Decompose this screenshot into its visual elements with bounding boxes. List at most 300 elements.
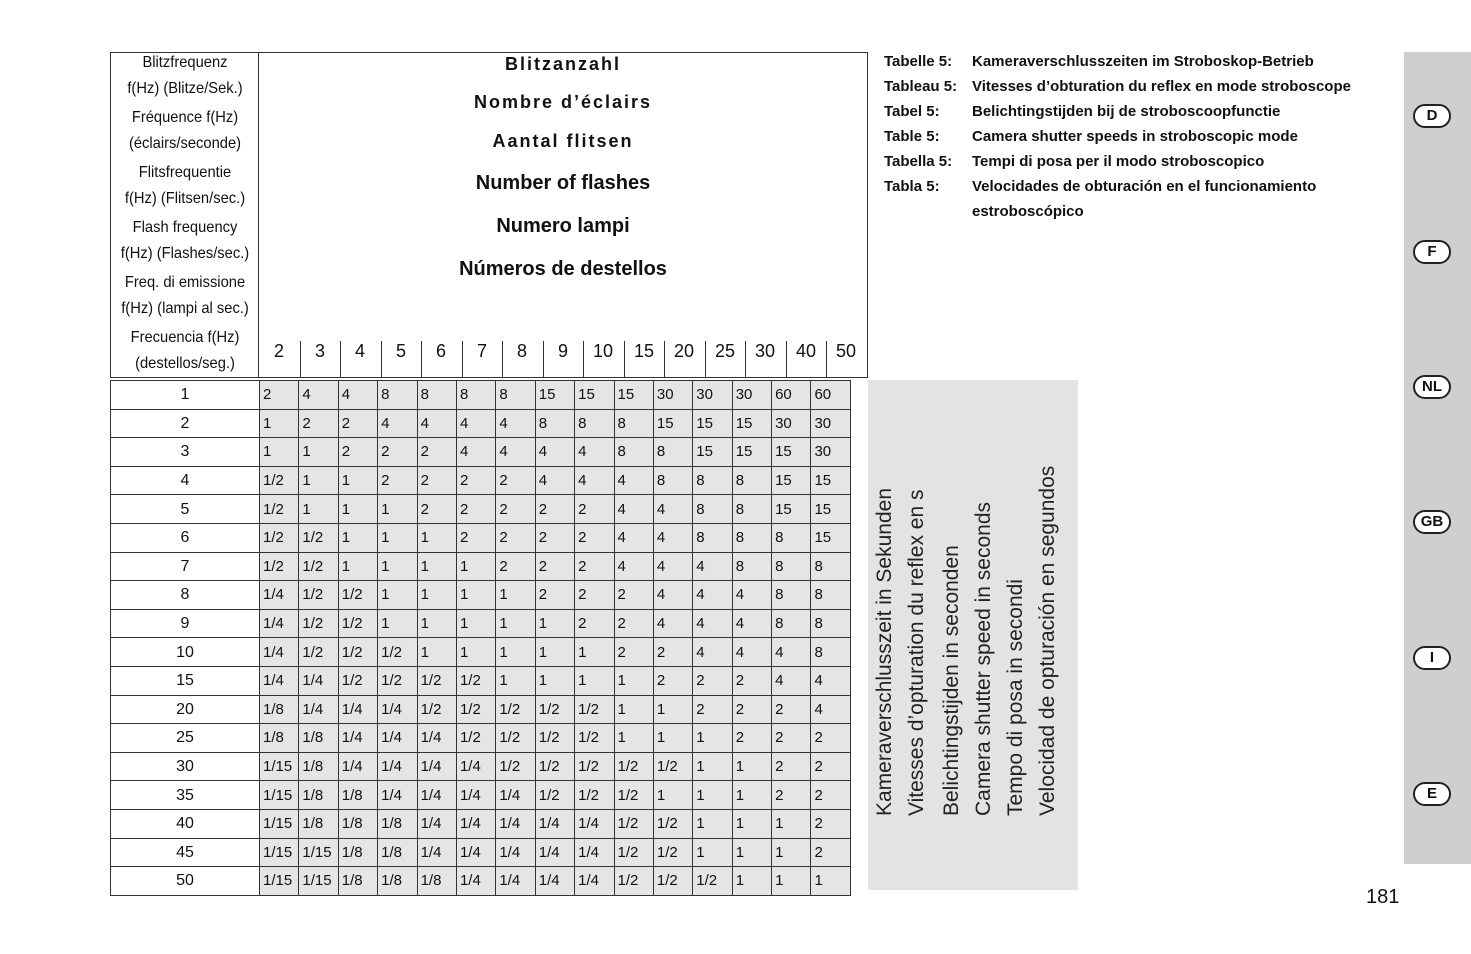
frequency-cell: 5 xyxy=(111,495,260,524)
frequency-cell: 1 xyxy=(111,381,260,410)
shutter-speed-cell: 15 xyxy=(653,409,692,438)
freq-label-es-2: (destellos/seg.) xyxy=(135,355,235,372)
shutter-speed-cell: 1 xyxy=(614,724,653,753)
shutter-speed-cell: 1 xyxy=(732,781,771,810)
table-row xyxy=(111,838,851,867)
shutter-speed-cell: 2 xyxy=(299,409,338,438)
shutter-speed-cell: 2 xyxy=(693,695,732,724)
shutter-speed-cell: 1/8 xyxy=(299,724,338,753)
shutter-speed-cell: 8 xyxy=(811,609,850,638)
shutter-speed-cell: 4 xyxy=(653,581,692,610)
flash-count-header-cell: 50 xyxy=(835,341,857,361)
shutter-speed-cell: 4 xyxy=(614,523,653,552)
shutter-speed-cell: 1/4 xyxy=(417,838,456,867)
shutter-speed-cell: 4 xyxy=(693,638,732,667)
shutter-speed-cell: 4 xyxy=(614,552,653,581)
freq-label-de-2: f(Hz) (Blitze/Sek.) xyxy=(127,80,243,97)
shutter-speed-cell: 1 xyxy=(417,552,456,581)
caption-text-it: Tempi di posa per il modo stroboscopico xyxy=(972,153,1265,170)
shutter-speed-cell: 1 xyxy=(378,523,417,552)
shutter-speed-cell: 1/2 xyxy=(338,581,377,610)
shutter-speed-cell: 1/4 xyxy=(535,809,574,838)
language-tab-f[interactable]: F xyxy=(1413,240,1451,264)
shutter-speed-cell: 1/2 xyxy=(299,609,338,638)
shutter-speed-cell: 8 xyxy=(732,552,771,581)
shutter-speed-cell: 1 xyxy=(653,781,692,810)
shutter-speed-cell: 4 xyxy=(772,666,811,695)
shutter-speed-cell: 2 xyxy=(575,552,614,581)
table-row xyxy=(111,438,851,467)
shutter-speed-cell: 1 xyxy=(614,695,653,724)
shutter-speed-cell: 2 xyxy=(535,581,574,610)
shutter-speed-cell: 1/8 xyxy=(378,867,417,896)
shutter-speed-cell: 1/2 xyxy=(260,523,299,552)
shutter-speed-cell: 1 xyxy=(496,609,535,638)
caption-key-gb: Table 5: xyxy=(884,128,940,145)
shutter-speed-cell: 1/4 xyxy=(535,867,574,896)
shutter-speed-cell: 1/4 xyxy=(260,609,299,638)
shutter-speed-cell: 4 xyxy=(299,381,338,410)
language-tab-nl[interactable]: NL xyxy=(1413,375,1451,399)
frequency-cell: 10 xyxy=(111,638,260,667)
shutter-speed-cell: 1 xyxy=(653,695,692,724)
shutter-speed-cell: 8 xyxy=(732,495,771,524)
table-row xyxy=(111,666,851,695)
shutter-speed-cell: 2 xyxy=(456,495,495,524)
flash-count-header xyxy=(259,53,867,377)
page-number: 181 xyxy=(1366,886,1400,908)
caption-text-gb: Camera shutter speeds in stroboscopic mode xyxy=(972,128,1298,145)
shutter-speed-cell: 2 xyxy=(811,809,850,838)
table-row xyxy=(111,381,851,410)
shutter-speed-cell: 2 xyxy=(811,838,850,867)
shutter-speed-cell: 2 xyxy=(653,666,692,695)
language-tab-e[interactable]: E xyxy=(1413,782,1451,806)
shutter-speed-cell: 1/8 xyxy=(260,695,299,724)
language-tab-i[interactable]: I xyxy=(1413,646,1451,670)
shutter-speed-cell: 8 xyxy=(772,523,811,552)
shutter-speed-cell: 1 xyxy=(496,666,535,695)
flash-count-title-nl: Aantal flitsen xyxy=(492,131,634,151)
frequency-cell: 2 xyxy=(111,409,260,438)
flash-count-header-cell: 9 xyxy=(557,341,568,361)
shutter-speed-cell: 15 xyxy=(693,409,732,438)
language-tab-gb[interactable]: GB xyxy=(1413,510,1451,534)
shutter-speed-cell: 8 xyxy=(732,466,771,495)
shutter-speed-cell: 1 xyxy=(732,867,771,896)
shutter-speed-cell: 1 xyxy=(772,809,811,838)
shutter-speed-cell: 1/4 xyxy=(378,724,417,753)
shutter-speed-cell: 1/15 xyxy=(260,752,299,781)
shutter-speed-cell: 30 xyxy=(811,409,850,438)
shutter-speed-cell: 30 xyxy=(693,381,732,410)
shutter-speed-cell: 1/2 xyxy=(535,752,574,781)
flash-count-title-fr: Nombre d’éclairs xyxy=(473,92,653,112)
shutter-speed-cell: 1 xyxy=(338,523,377,552)
shutter-speed-cell: 2 xyxy=(496,523,535,552)
shutter-speed-cell: 1 xyxy=(535,609,574,638)
vertical-caption-fr: Vitesses d’opturation du reflex en s xyxy=(905,489,928,816)
caption-text-de: Kameraverschlusszeiten im Stroboskop-Betrieb xyxy=(972,53,1314,70)
shutter-speed-cell: 1 xyxy=(772,838,811,867)
shutter-speed-cell: 1/4 xyxy=(575,809,614,838)
shutter-speed-cell: 1/8 xyxy=(338,838,377,867)
frequency-header xyxy=(111,53,259,377)
shutter-speed-cell: 2 xyxy=(535,552,574,581)
shutter-speed-cell: 1 xyxy=(693,752,732,781)
table-row xyxy=(111,638,851,667)
shutter-speed-cell: 15 xyxy=(772,438,811,467)
shutter-speed-cell: 1/2 xyxy=(417,695,456,724)
shutter-speed-cell: 30 xyxy=(732,381,771,410)
shutter-speed-cell: 1/8 xyxy=(299,809,338,838)
caption-key-it: Tabella 5: xyxy=(884,153,953,170)
frequency-cell: 35 xyxy=(111,781,260,810)
shutter-speed-cell: 1/4 xyxy=(338,724,377,753)
shutter-speed-cell: 1 xyxy=(260,438,299,467)
shutter-speed-cell: 1/8 xyxy=(338,809,377,838)
shutter-speed-cell: 4 xyxy=(653,523,692,552)
table-row xyxy=(111,752,851,781)
shutter-speed-cell: 2 xyxy=(772,781,811,810)
shutter-speed-cell: 4 xyxy=(575,438,614,467)
shutter-speed-cell: 4 xyxy=(535,438,574,467)
shutter-speed-cell: 8 xyxy=(456,381,495,410)
shutter-speed-cell: 1/8 xyxy=(299,752,338,781)
shutter-speed-cell: 8 xyxy=(614,409,653,438)
shutter-speed-cell: 1 xyxy=(299,466,338,495)
freq-label-gb-2: f(Hz) (Flashes/sec.) xyxy=(120,245,250,262)
caption-key-fr: Tableau 5: xyxy=(884,78,958,95)
shutter-speed-cell: 8 xyxy=(772,609,811,638)
table-row xyxy=(111,809,851,838)
shutter-speed-cell: 1/2 xyxy=(338,638,377,667)
shutter-speed-cell: 1 xyxy=(496,581,535,610)
shutter-speed-cell: 2 xyxy=(338,409,377,438)
shutter-speed-cell: 1/2 xyxy=(575,724,614,753)
frequency-cell: 8 xyxy=(111,581,260,610)
shutter-speed-cell: 1/4 xyxy=(456,781,495,810)
shutter-speed-cell: 1 xyxy=(378,609,417,638)
shutter-speed-cell: 30 xyxy=(653,381,692,410)
shutter-speed-cell: 4 xyxy=(811,666,850,695)
shutter-speed-cell: 2 xyxy=(732,724,771,753)
shutter-speed-cell: 4 xyxy=(653,552,692,581)
shutter-speed-cell: 1/2 xyxy=(338,666,377,695)
shutter-speed-cell: 1 xyxy=(299,438,338,467)
shutter-speed-cell: 1/8 xyxy=(299,781,338,810)
shutter-speed-cell: 2 xyxy=(417,438,456,467)
shutter-speed-cell: 1/2 xyxy=(299,523,338,552)
shutter-speed-cell: 1/2 xyxy=(575,781,614,810)
shutter-speed-cell: 1/4 xyxy=(456,838,495,867)
shutter-speed-cell: 1 xyxy=(575,666,614,695)
shutter-speed-cell: 1/2 xyxy=(378,666,417,695)
shutter-speed-cell: 1/15 xyxy=(299,867,338,896)
language-tab-strip xyxy=(1404,52,1471,864)
shutter-speed-cell: 1/8 xyxy=(378,809,417,838)
table-row xyxy=(111,867,851,896)
shutter-speed-cell: 4 xyxy=(693,609,732,638)
table-row xyxy=(111,466,851,495)
freq-label-fr-2: (éclairs/seconde) xyxy=(128,135,242,152)
shutter-speed-cell: 2 xyxy=(693,666,732,695)
shutter-speed-cell: 2 xyxy=(378,438,417,467)
shutter-speed-cell: 1/4 xyxy=(496,781,535,810)
frequency-cell: 4 xyxy=(111,466,260,495)
frequency-cell: 6 xyxy=(111,523,260,552)
shutter-speed-cell: 8 xyxy=(378,381,417,410)
shutter-speed-cell: 4 xyxy=(614,466,653,495)
shutter-speed-cell: 1 xyxy=(260,409,299,438)
caption-text-es-cont: estroboscópico xyxy=(972,203,1084,220)
shutter-speed-cell: 4 xyxy=(575,466,614,495)
shutter-speed-cell: 30 xyxy=(772,409,811,438)
shutter-speed-cell: 1/4 xyxy=(496,809,535,838)
table-row xyxy=(111,552,851,581)
shutter-speed-cell: 4 xyxy=(456,438,495,467)
caption-text-es: Velocidades de obturación en el funcionamiento xyxy=(972,178,1317,195)
shutter-speed-cell: 1/8 xyxy=(260,724,299,753)
freq-label-nl-1: Flitsfrequentie xyxy=(138,164,232,181)
shutter-speed-cell: 1 xyxy=(299,495,338,524)
shutter-speed-cell: 4 xyxy=(417,409,456,438)
shutter-speed-cell: 2 xyxy=(496,552,535,581)
caption-key-es: Tabla 5: xyxy=(884,178,940,195)
frequency-cell: 15 xyxy=(111,666,260,695)
flash-count-title-gb: Number of flashes xyxy=(475,172,651,194)
shutter-speed-cell: 1/2 xyxy=(456,666,495,695)
table-row xyxy=(111,695,851,724)
flash-count-header-cell: 15 xyxy=(633,341,655,361)
shutter-speed-cell: 2 xyxy=(496,466,535,495)
frequency-cell: 45 xyxy=(111,838,260,867)
shutter-speed-cell: 1/15 xyxy=(299,838,338,867)
frequency-cell: 9 xyxy=(111,609,260,638)
shutter-speed-cell: 1/4 xyxy=(417,781,456,810)
shutter-speed-cell: 60 xyxy=(811,381,850,410)
shutter-speed-cell: 15 xyxy=(732,409,771,438)
shutter-speed-cell: 2 xyxy=(338,438,377,467)
shutter-speed-cell: 1/4 xyxy=(535,838,574,867)
shutter-speed-cell: 1/15 xyxy=(260,838,299,867)
shutter-speed-cell: 2 xyxy=(417,466,456,495)
shutter-speed-cell: 1/2 xyxy=(614,867,653,896)
shutter-speed-cell: 1/2 xyxy=(535,724,574,753)
shutter-speed-cell: 1/4 xyxy=(575,838,614,867)
flash-count-title-it: Numero lampi xyxy=(496,215,630,237)
shutter-speed-cell: 1/2 xyxy=(299,581,338,610)
shutter-speed-cell: 1/2 xyxy=(260,466,299,495)
flash-count-header-cell: 3 xyxy=(314,341,325,361)
shutter-speed-cell: 1/4 xyxy=(575,867,614,896)
shutter-speed-cell: 2 xyxy=(575,609,614,638)
shutter-speed-cell: 1/2 xyxy=(496,752,535,781)
table-row xyxy=(111,609,851,638)
caption-key-de: Tabelle 5: xyxy=(884,53,953,70)
vertical-caption-de: Kameraverschlusszeit in Sekunden xyxy=(873,487,896,816)
shutter-speed-cell: 8 xyxy=(693,466,732,495)
shutter-speed-cell: 2 xyxy=(772,752,811,781)
shutter-speed-cell: 8 xyxy=(693,495,732,524)
caption-text-nl: Belichtingstijden bij de stroboscoopfunctie xyxy=(972,103,1281,120)
shutter-speed-cell: 2 xyxy=(614,638,653,667)
flash-count-title-es: Números de destellos xyxy=(459,258,667,280)
shutter-speed-cell: 1/4 xyxy=(417,752,456,781)
shutter-speed-cell: 1/2 xyxy=(299,552,338,581)
shutter-speed-cell: 1/4 xyxy=(378,752,417,781)
shutter-speed-cell: 1 xyxy=(535,638,574,667)
freq-label-de-1: Blitzfrequenz xyxy=(142,54,228,71)
shutter-speed-cell: 1/2 xyxy=(614,838,653,867)
vertical-caption-it: Tempo di posa in secondi xyxy=(1004,579,1027,816)
flash-count-header-cell: 40 xyxy=(795,341,817,361)
shutter-speed-cell: 4 xyxy=(378,409,417,438)
shutter-speed-cell: 1/2 xyxy=(614,752,653,781)
shutter-speed-cell: 15 xyxy=(693,438,732,467)
flash-count-header-cell: 2 xyxy=(273,341,284,361)
shutter-speed-cell: 1/4 xyxy=(456,809,495,838)
flash-count-header-cell: 10 xyxy=(592,341,614,361)
shutter-speed-cell: 4 xyxy=(338,381,377,410)
shutter-speed-cell: 2 xyxy=(772,695,811,724)
shutter-speed-cell: 1 xyxy=(456,609,495,638)
shutter-speed-cell: 15 xyxy=(732,438,771,467)
frequency-cell: 25 xyxy=(111,724,260,753)
shutter-speed-cell: 2 xyxy=(772,724,811,753)
shutter-speed-cell: 4 xyxy=(693,581,732,610)
shutter-speed-cell: 1 xyxy=(496,638,535,667)
shutter-speed-cell: 1/2 xyxy=(496,724,535,753)
shutter-speed-cell: 1/4 xyxy=(456,752,495,781)
shutter-speed-cell: 1/15 xyxy=(260,809,299,838)
freq-label-fr-1: Fréquence f(Hz) xyxy=(131,109,239,126)
shutter-speed-cell: 1/4 xyxy=(417,809,456,838)
freq-label-it-2: f(Hz) (lampi al sec.) xyxy=(121,300,249,317)
shutter-speed-cell: 1/4 xyxy=(378,695,417,724)
shutter-speed-table xyxy=(110,380,851,896)
shutter-speed-cell: 1 xyxy=(614,666,653,695)
shutter-speed-cell: 8 xyxy=(732,523,771,552)
flash-count-header-cell: 8 xyxy=(516,341,527,361)
shutter-speed-cell: 1/4 xyxy=(260,638,299,667)
shutter-speed-cell: 1/2 xyxy=(653,809,692,838)
shutter-speed-cell: 1/2 xyxy=(417,666,456,695)
shutter-speed-cell: 1 xyxy=(732,838,771,867)
shutter-speed-cell: 2 xyxy=(378,466,417,495)
shutter-speed-cell: 1/2 xyxy=(653,752,692,781)
table-row xyxy=(111,495,851,524)
flash-count-header-cell: 6 xyxy=(435,341,446,361)
shutter-speed-cell: 8 xyxy=(575,409,614,438)
shutter-speed-cell: 1/2 xyxy=(338,609,377,638)
freq-label-gb-1: Flash frequency xyxy=(132,219,238,236)
shutter-speed-cell: 2 xyxy=(575,495,614,524)
shutter-speed-cell: 1/4 xyxy=(338,695,377,724)
shutter-speed-cell: 2 xyxy=(811,752,850,781)
shutter-speed-cell: 1/4 xyxy=(496,838,535,867)
flash-count-header-cell: 5 xyxy=(395,341,406,361)
shutter-speed-cell: 4 xyxy=(496,438,535,467)
shutter-speed-cell: 1/2 xyxy=(260,552,299,581)
table-row xyxy=(111,409,851,438)
shutter-speed-cell: 1 xyxy=(417,638,456,667)
shutter-speed-cell: 1 xyxy=(338,495,377,524)
shutter-speed-cell: 2 xyxy=(575,523,614,552)
shutter-speed-cell: 1/4 xyxy=(338,752,377,781)
caption-text-fr: Vitesses d’obturation du reflex en mode stroboscope xyxy=(972,78,1351,95)
shutter-speed-cell: 2 xyxy=(456,523,495,552)
shutter-speed-cell: 1 xyxy=(535,666,574,695)
shutter-speed-cell: 2 xyxy=(653,638,692,667)
freq-label-it-1: Freq. di emissione xyxy=(124,274,246,291)
caption-key-nl: Tabel 5: xyxy=(884,103,940,120)
shutter-speed-cell: 1/2 xyxy=(614,809,653,838)
table-row xyxy=(111,581,851,610)
shutter-speed-cell: 1 xyxy=(732,809,771,838)
flash-count-header-cell: 4 xyxy=(354,341,365,361)
shutter-speed-cell: 2 xyxy=(614,609,653,638)
shutter-speed-cell: 1 xyxy=(456,638,495,667)
shutter-speed-cell: 15 xyxy=(772,466,811,495)
shutter-speed-cell: 8 xyxy=(496,381,535,410)
shutter-speed-cell: 60 xyxy=(772,381,811,410)
shutter-speed-cell: 1 xyxy=(693,809,732,838)
shutter-speed-cell: 8 xyxy=(693,523,732,552)
frequency-cell: 3 xyxy=(111,438,260,467)
flash-count-header-cell: 30 xyxy=(754,341,776,361)
shutter-speed-cell: 1 xyxy=(456,552,495,581)
shutter-speed-cell: 4 xyxy=(653,609,692,638)
shutter-speed-cell: 2 xyxy=(732,666,771,695)
shutter-speed-cell: 1 xyxy=(693,724,732,753)
shutter-speed-cell: 1/2 xyxy=(653,838,692,867)
shutter-speed-cell: 30 xyxy=(811,438,850,467)
shutter-speed-cell: 4 xyxy=(732,638,771,667)
flash-count-header-cell: 7 xyxy=(476,341,487,361)
shutter-speed-cell: 8 xyxy=(811,581,850,610)
shutter-speed-cell: 1 xyxy=(417,581,456,610)
shutter-speed-cell: 2 xyxy=(260,381,299,410)
shutter-speed-cell: 1 xyxy=(772,867,811,896)
shutter-speed-cell: 1/4 xyxy=(299,666,338,695)
shutter-speed-cell: 15 xyxy=(772,495,811,524)
frequency-cell: 20 xyxy=(111,695,260,724)
shutter-speed-cell: 1 xyxy=(338,466,377,495)
shutter-speed-cell: 2 xyxy=(535,495,574,524)
shutter-speed-cell: 1/2 xyxy=(575,752,614,781)
shutter-speed-cell: 1/2 xyxy=(535,695,574,724)
shutter-speed-cell: 8 xyxy=(811,638,850,667)
shutter-speed-cell: 1 xyxy=(653,724,692,753)
shutter-speed-cell: 4 xyxy=(456,409,495,438)
shutter-speed-cell: 1 xyxy=(693,781,732,810)
shutter-speed-cell: 1/2 xyxy=(456,695,495,724)
freq-label-es-1: Frecuencia f(Hz) xyxy=(130,329,240,346)
shutter-speed-cell: 1/8 xyxy=(338,867,377,896)
shutter-speed-cell: 8 xyxy=(614,438,653,467)
shutter-speed-cell: 8 xyxy=(811,552,850,581)
shutter-speed-cell: 8 xyxy=(653,466,692,495)
shutter-speed-cell: 1/2 xyxy=(456,724,495,753)
shutter-speed-cell: 1/2 xyxy=(614,781,653,810)
shutter-speed-cell: 2 xyxy=(811,781,850,810)
shutter-speed-cell: 1/2 xyxy=(260,495,299,524)
shutter-speed-cell: 1/8 xyxy=(378,838,417,867)
language-tab-d[interactable]: D xyxy=(1413,104,1451,128)
shutter-speed-cell: 4 xyxy=(693,552,732,581)
shutter-speed-cell: 4 xyxy=(772,638,811,667)
